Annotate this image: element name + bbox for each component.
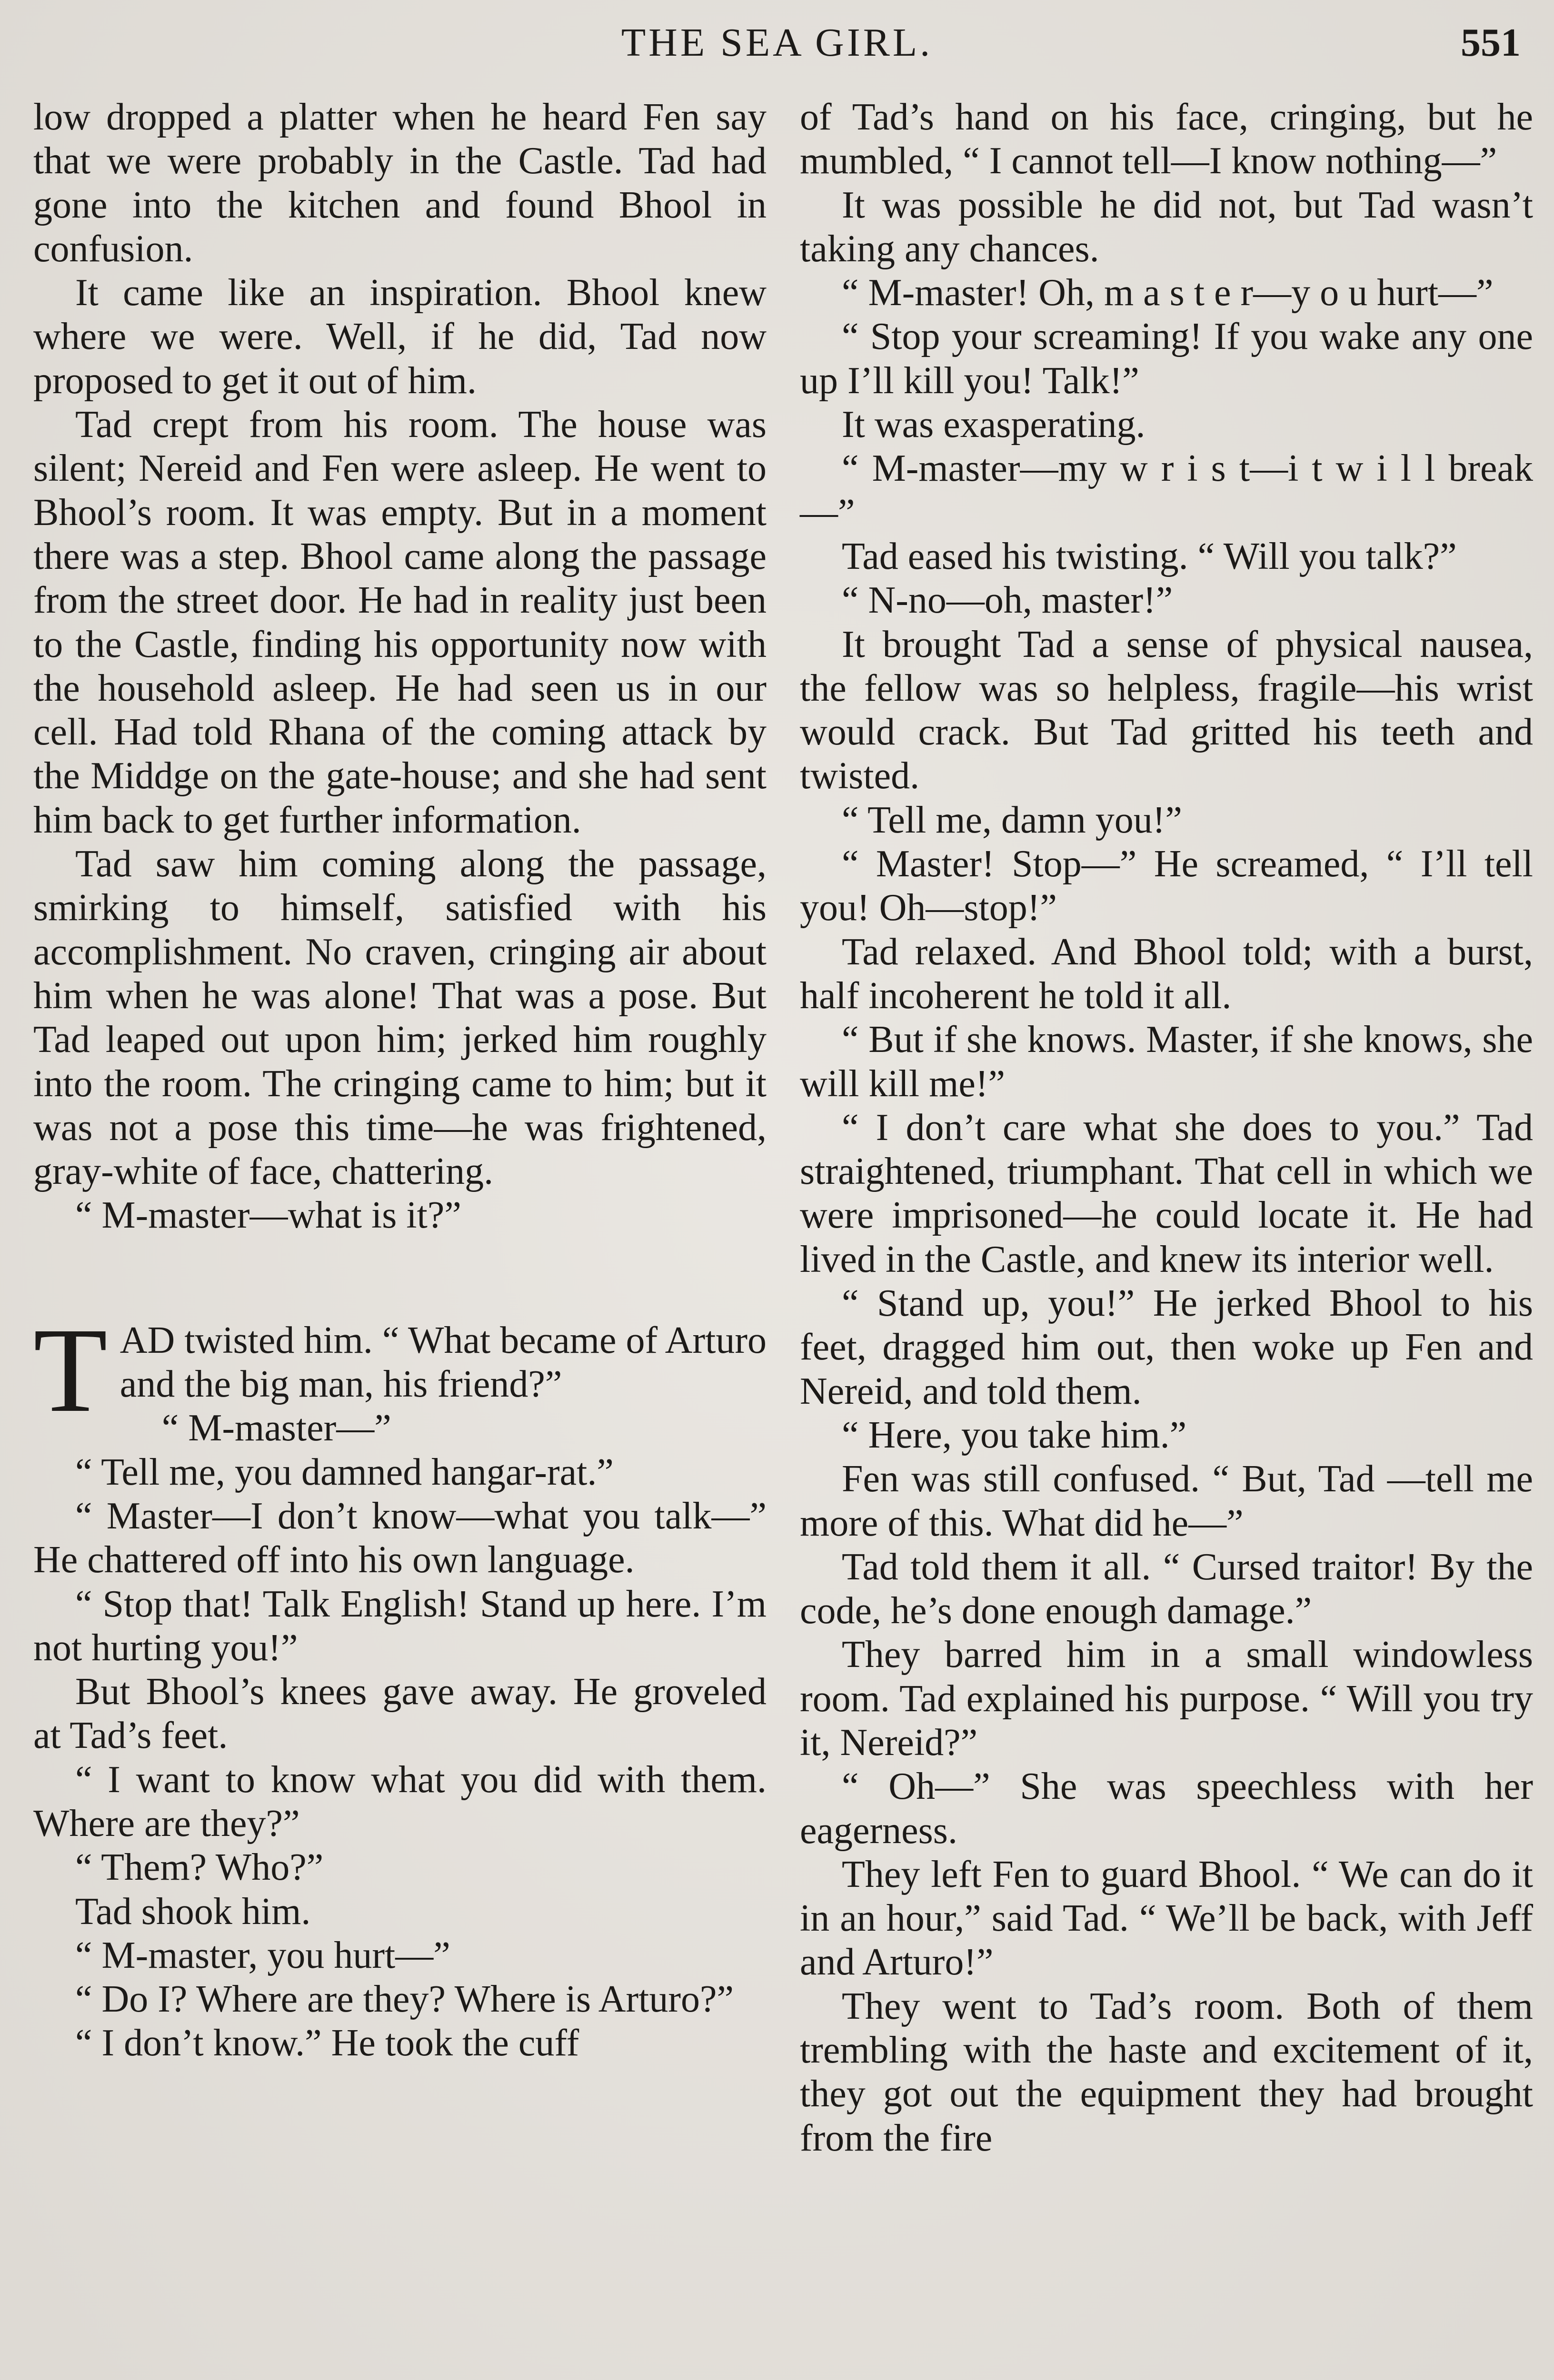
paragraph-text: “ But if she knows. Master, if she knows, she will kill me!” [800, 1019, 1533, 1105]
paragraph [800, 271, 1533, 315]
paragraph [800, 1984, 1533, 2160]
paragraph [800, 1633, 1533, 1765]
paragraph [33, 271, 767, 403]
paragraph-text: “ Master—I don’t know—what you talk—” He chattered off into his own language. [33, 1495, 767, 1581]
paragraph-text: “ Stand up, you!” He jerked Bhool to his feet, dragged him out, then woke up Fen and Nereid, and told them. [800, 1282, 1533, 1412]
paragraph [33, 1193, 767, 1237]
paragraph-text: It brought Tad a sense of physical nausea, the fellow was so helpless, fragile—his wrist would crack. But Tad gritted his teeth and twisted. [800, 623, 1533, 797]
paragraph-text: “ M-master, you hurt—” [75, 1934, 450, 1976]
paragraph-text: They barred him in a small windowless room. Tad explained his purpose. “ Will you try it, Nereid?” [800, 1634, 1533, 1764]
paragraph [33, 1934, 767, 1977]
paragraph [33, 1406, 767, 1450]
paragraph-text: Tad shook him. [75, 1890, 311, 1933]
paragraph [800, 623, 1533, 798]
paragraph-text: Tad saw him coming along the passage, smirking to himself, satisfied with his accomplishment. No craven, cringing air about him when he was alone! That was a pose. But Tad leaped out upon him; jerked him roughly into the room. The cringing came to him; but it was not a pose this time—he was frightened, gray-white of face, chattering. [33, 843, 767, 1193]
paragraph-text: “ Stop your screaming! If you wake any one up I’ll kill you! Talk!” [800, 316, 1533, 402]
paragraph-text: It was exasperating. [842, 404, 1146, 446]
paragraph [800, 446, 1533, 535]
paragraph [33, 1845, 767, 1889]
paragraph-text: “ M-master—my w r i s t—i t w i l l break—” [800, 447, 1533, 534]
paragraph [33, 1670, 767, 1758]
paragraph-text: “ M-master! Oh, m a s t e r—y o u hurt—” [842, 272, 1494, 314]
paragraph-text: “ N-no—oh, master!” [842, 579, 1173, 622]
running-head [33, 14, 1521, 71]
paragraph [800, 842, 1533, 930]
paragraph [33, 1977, 767, 2021]
paragraph [33, 403, 767, 842]
paragraph-text: “ M-master—what is it?” [75, 1194, 461, 1237]
paragraph [800, 1457, 1533, 1545]
page-number: 551 [1461, 20, 1521, 65]
paragraph [33, 1450, 767, 1494]
paragraph-text: AD twisted him. “ What became of Arturo and the big man, his friend?” [120, 1319, 767, 1406]
paragraph-text: They went to Tad’s room. Both of them trembling with the haste and excitement of it, they got out the equipment they had brought from the fire [800, 1985, 1533, 2159]
paragraph [800, 1413, 1533, 1457]
paragraph-text: They left Fen to guard Bhool. “ We can do it in an hour,” said Tad. “ We’ll be back, with Jeff and Arturo!” [800, 1853, 1533, 1983]
paragraph-text: It came like an inspiration. Bhool knew where we were. Well, if he did, Tad now proposed to get it out of him. [33, 272, 767, 402]
paragraph [800, 798, 1533, 842]
paragraph [800, 578, 1533, 622]
paragraph [800, 1545, 1533, 1633]
paragraph-text: “ I don’t care what she does to you.” Tad straightened, triumphant. That cell in which we were imprisoned—he could locate it. He had lived in the Castle, and knew its interior well. [800, 1106, 1533, 1280]
paragraph-text: “ Here, you take him.” [842, 1414, 1187, 1456]
paragraph-text: “ Tell me, damn you!” [842, 799, 1182, 841]
paragraph-text: “ Tell me, you damned hangar-rat.” [75, 1451, 614, 1493]
paragraph-text: “ I want to know what you did with them. Where are they?” [33, 1758, 767, 1844]
paragraph-text: Fen was still confused. “ But, Tad —tell me more of this. What did he—” [800, 1458, 1533, 1544]
paragraph [800, 1018, 1533, 1106]
right-column [800, 95, 1533, 2160]
running-title: THE SEA GIRL. [621, 20, 933, 65]
paragraph-text: Tad told them it all. “ Cursed traitor! By the code, he’s done enough damage.” [800, 1546, 1533, 1632]
paragraph-text: It was possible he did not, but Tad wasn’t taking any chances. [800, 184, 1533, 270]
paragraph [33, 2021, 767, 2065]
section-break [33, 1238, 767, 1319]
left-column [33, 95, 767, 2065]
paragraph [800, 1281, 1533, 1413]
paragraph [33, 1494, 767, 1582]
paragraph [33, 1890, 767, 1934]
paragraph-text: “ I don’t know.” He took the cuff [75, 2022, 579, 2064]
paragraph [800, 1106, 1533, 1281]
paragraph-text: But Bhool’s knees gave away. He groveled at Tad’s feet. [33, 1671, 767, 1757]
paragraph-text: “ Do I? Where are they? Where is Arturo?” [75, 1978, 734, 2021]
paragraph-text: Tad relaxed. And Bhool told; with a burst, half incoherent he told it all. [800, 931, 1533, 1017]
paragraph [33, 1582, 767, 1670]
paragraph [33, 1758, 767, 1846]
paragraph-text: “ M-master—” [161, 1407, 391, 1449]
paragraph [33, 95, 767, 271]
paragraph [800, 535, 1533, 578]
paragraph-text: “ Stop that! Talk English! Stand up here. I’m not hurting you!” [33, 1583, 767, 1669]
paragraph-text: “ Oh—” She was speechless with her eagerness. [800, 1765, 1533, 1852]
paragraph [800, 1853, 1533, 1984]
paragraph [800, 95, 1533, 183]
paragraph [800, 315, 1533, 403]
paragraph [800, 930, 1533, 1018]
paragraph [33, 842, 767, 1193]
drop-cap: T [33, 1303, 108, 1438]
paragraph-text: Tad crept from his room. The house was silent; Nereid and Fen were asleep. He went to Bhool’s room. It was empty. But in a moment there was a step. Bhool came along the passage from the street door. He had in reality just been to the Castle, finding his opportunity now with the household asleep. He had seen us in our cell. Had told Rhana of the coming attack by the Middge on the gate-house; and she had sent him back to get further information. [33, 404, 767, 841]
paragraph-text: of Tad’s hand on his face, cringing, but he mumbled, “ I cannot tell—I know nothing—” [800, 96, 1533, 182]
paragraph-text: Tad eased his twisting. “ Will you talk?” [842, 535, 1457, 577]
paragraph-text: “ Them? Who?” [75, 1846, 324, 1889]
paragraph-text: “ Master! Stop—” He screamed, “ I’ll tell you! Oh—stop!” [800, 843, 1533, 929]
paragraph [800, 183, 1533, 271]
paragraph [800, 403, 1533, 446]
paragraph-text: low dropped a platter when he heard Fen say that we were probably in the Castle. Tad had gone into the kitchen and found Bhool in confusion. [33, 96, 767, 270]
paragraph [800, 1765, 1533, 1853]
